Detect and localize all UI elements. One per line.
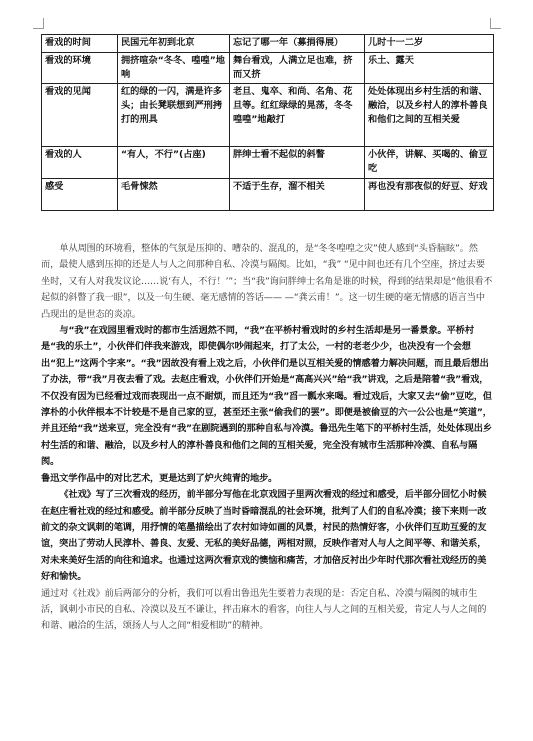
table-row bbox=[42, 147, 494, 179]
table-cell: 不适于生存，溜不相关 bbox=[230, 179, 365, 211]
table-cell: 儿时十一二岁 bbox=[365, 35, 494, 53]
table-row bbox=[42, 53, 494, 84]
table-cell: 忘记了哪一年（募捐得展） bbox=[230, 35, 365, 53]
table-cell: 民国元年初到北京 bbox=[118, 35, 230, 53]
table-cell: 感受 bbox=[42, 179, 118, 211]
article-body bbox=[41, 241, 493, 635]
table-cell: 乐土、露天 bbox=[365, 53, 494, 84]
table-cell: 拥挤喧杂“冬冬、喤喤”地响 bbox=[118, 53, 230, 84]
table-cell: 处处体现出乡村生活的和谐、融洽，以及乡村人的淳朴善良和他们之间的互相关爱 bbox=[365, 84, 494, 147]
table-cell: 舞台看戏，人满立足也难，挤而又挤 bbox=[230, 53, 365, 84]
table-row bbox=[42, 179, 494, 211]
table-cell: 再也没有那夜似的好豆、好戏 bbox=[365, 179, 494, 211]
table-row bbox=[42, 84, 494, 147]
table-cell: 毛骨悚然 bbox=[118, 179, 230, 211]
table-cell: 红的绿的一闪，满是许多头；由长凳联想到严刑拷打的刑具 bbox=[118, 84, 230, 147]
page-corner-mark-right bbox=[490, 18, 501, 29]
table-cell: 老旦、鬼卒、和尚、名角、花旦等。红红绿绿的晃荡，冬冬喤喤”地敲打 bbox=[230, 84, 365, 147]
paragraph-conclusion: 通过对《社戏》前后两部分的分析，我们可以看出鲁迅先生要着力表现的是：否定自私、冷漠与隔阂的城市生活，讽刺小市民的自私、冷漠以及互不谦让，抨击麻木的看客，向往人与人之间的互相关爱，肯定人与人之间的和谐、融洽的生活，颂扬人与人之间“相爱相助”的精神。 bbox=[41, 587, 487, 632]
table-cell: 小伙伴，讲解、买喝的、偷豆吃 bbox=[365, 147, 494, 179]
table-cell: 看戏的人 bbox=[42, 147, 118, 179]
table-cell: 看戏的环境 bbox=[42, 53, 118, 84]
paragraph-environment: 单从周围的环境看，整体的气氛是压抑的、嘈杂的、混乱的，是“冬冬喤喤之灾”使人感到“头昏脑眩”。然而，最使人感到压抑的还是人与人之间那种自私、冷漠与隔阂。比如，“我” “见中间也还有几个空座，挤过去要坐时，又有人对我发议论……说‘有人，不行！’”；当“我”询问胖绅士名角是谁的时候，得到的结果却是“他很看不起似的斜瞥了我一眼”，以及一句生硬、毫无感情的答话—— —“龚云甫！”。这一切生硬的毫无情感的语言当中凸现出的是世态的炎凉。 bbox=[41, 243, 493, 320]
paragraph-village-life: 与“我”在戏园里看戏时的都市生活迥然不同，“我”在平桥村看戏时的乡村生活却是另一番景象。平桥村是“我的乐土”，小伙伴们伴我来游戏，即使偶尔吵闹起来，打了太公，一村的老老少少，也决没有一个会想出“犯上”这两个字来”。“我”因故没有看上戏之后，小伙伴们是以互相关爱的情感着力解决问题，而且最后想出了办法，带“我”月夜去看了戏。去赵庄看戏，小伙伴们开始是“高高兴兴”给“我”讲戏，之后是陪着“我”看戏，不仅没有因为已经看过戏而表现出一点不耐烦，而且还为“我”舀一瓢水来喝。看过戏后，大家又去“偷”豆吃，但淳朴的小伙伴根本不计较是不是自己家的豆，甚至还主张“偷我们的罢”。即便是被偷豆的六一公公也是“笑道”，并且还给“我”送来豆，完全没有“我”在剧院遇到的那种自私与冷漠。鲁迅先生笔下的平桥村生活，处处体现出乡村生活的和谐、融洽，以及乡村人的淳朴善良和他们之间的互相关爱，完全没有城市生活那种冷漠、自私与隔阂。 bbox=[41, 325, 492, 468]
table-cell: 胖绅士看不起似的斜瞥 bbox=[230, 147, 365, 179]
paragraph-three-plays: 《社戏》写了三次看戏的经历，前半部分写他在北京戏园子里两次看戏的经过和感受，后半部分回忆小时候在赵庄看社戏的经过和感受。前半部分反映了当时昏暗混乱的社会环境，批判了人们的自私冷漠；接下来则一改前文的杂文讽刺的笔调，用抒情的笔墨描绘出了农村如诗如画的风景，村民的热情好客，小伙伴们互助互爱的友谊，突出了劳动人民淳朴、善良、友爱、无私的美好品德，两相对照，反映作者对人与人之间平等、和谐关系，对未来美好生活的向往和追求。也通过这两次看京戏的懊恼和痛苦，才加倍反衬出少年时代那次看社戏经历的美好和愉快。 bbox=[41, 489, 487, 583]
comparison-table bbox=[41, 34, 494, 211]
page-corner-mark-left bbox=[33, 18, 44, 29]
table-cell: “有人，不行”(占座) bbox=[118, 147, 230, 179]
table-row bbox=[42, 35, 494, 53]
table-cell: 看戏的见闻 bbox=[42, 84, 118, 147]
table-cell: 看戏的时间 bbox=[42, 35, 118, 53]
paragraph-contrast-art: 鲁迅文学作品中的对比艺术，更是达到了炉火纯青的地步。 bbox=[41, 472, 278, 484]
